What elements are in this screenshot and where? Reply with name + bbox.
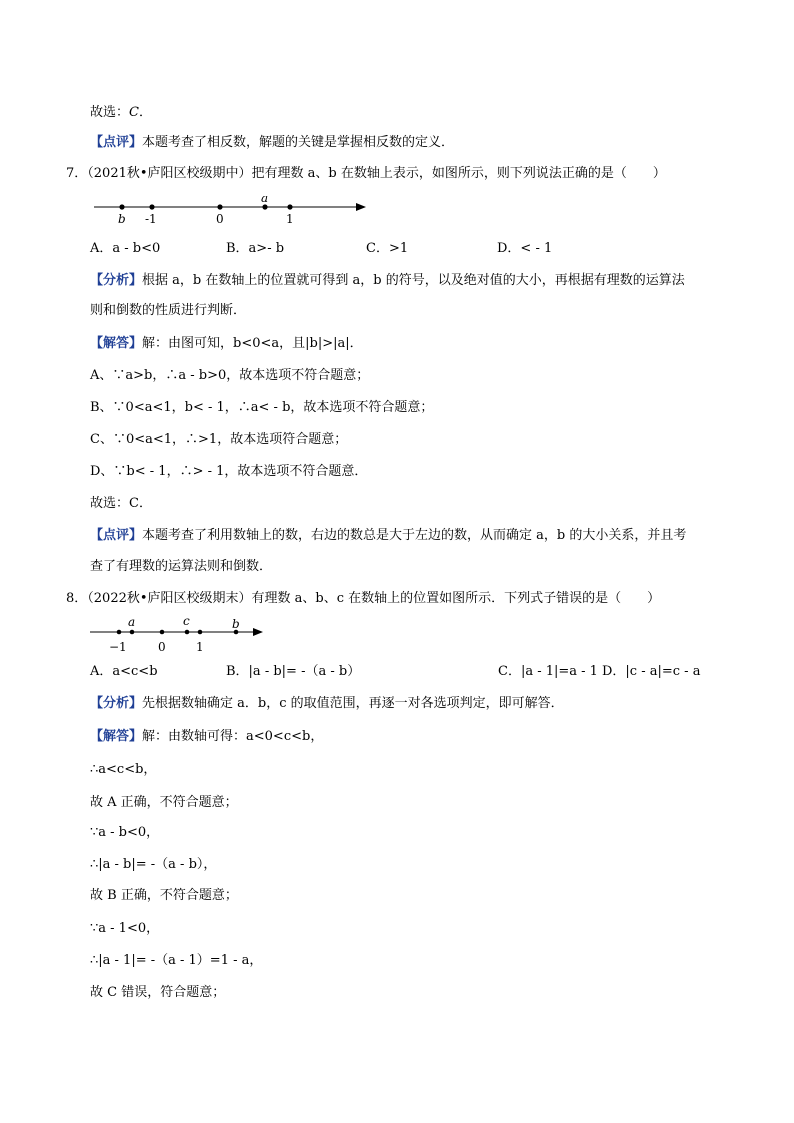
q7-point-b — [119, 204, 124, 209]
q8-solution-text: 解：由数轴可得：a<0<c<b， — [142, 729, 324, 744]
q7-axis-arrow — [356, 203, 366, 211]
answer-prefix: 故选： — [90, 105, 130, 120]
comment-line — [90, 135, 454, 151]
q8-step-4: ∴|a - b|= -（a - b）， — [90, 857, 217, 872]
q7-option-a[interactable]: A．a - b<0 — [90, 241, 161, 256]
q8-label-b: b — [232, 617, 240, 631]
q8-point-one — [198, 630, 203, 635]
q8-solution-tag: 【解答】 — [90, 729, 143, 744]
q7-comment-tag: 【点评】 — [90, 528, 143, 543]
q7-point-m1 — [149, 204, 154, 209]
q8-point-c — [185, 630, 190, 635]
q7-title: 7．（2021秋•庐阳区校级期中）把有理数 a、b 在数轴上表示，如图所示，则下列说法正确的是（ ） — [66, 166, 666, 181]
q7-analysis-line-1 — [90, 273, 685, 289]
q8-step-8: 故 C 错误，符合题意； — [90, 985, 226, 1000]
q7-reason-c: C、∵0<a<1，∴>1，故本选项符合题意； — [90, 432, 348, 447]
answer-letter: C — [129, 105, 139, 120]
q8-step-3: ∵a - b<0， — [90, 825, 160, 840]
q8-label-one: 1 — [196, 640, 204, 654]
q7-label-a: a — [261, 196, 269, 205]
q8-axis-arrow — [253, 628, 263, 636]
q7-comment-line-2: 查了有理数的运算法则和倒数． — [90, 559, 273, 574]
q7-point-zero — [217, 204, 222, 209]
q8-point-zero — [160, 630, 165, 635]
q7-reason-d: D、∵b< - 1，∴> - 1，故本选项不符合题意． — [90, 464, 368, 479]
q7-point-a — [262, 204, 267, 209]
q7-analysis-tag: 【分析】 — [90, 273, 143, 288]
q8-label-c: c — [183, 614, 190, 628]
q7-label-b: b — [118, 212, 126, 226]
q7-label-zero: 0 — [216, 212, 224, 226]
q8-title: 8．（2022秋•庐阳区校级期末）有理数 a、b、c 在数轴上的位置如图所示．下列式子错误的是（ ） — [66, 591, 661, 606]
q8-step-2: 故 A 正确，不符合题意； — [90, 795, 238, 810]
answer-line — [90, 105, 152, 121]
q7-number-line — [92, 196, 382, 228]
q8-step-6: ∵a - 1<0， — [90, 921, 160, 936]
q8-label-zero: 0 — [158, 640, 166, 654]
q8-analysis-tag: 【分析】 — [90, 696, 143, 711]
q8-point-m1 — [117, 630, 122, 635]
q7-label-one: 1 — [286, 212, 294, 226]
q8-label-m1: −1 — [109, 640, 127, 654]
answer-period: ． — [138, 105, 152, 120]
comment-text: 本题考查了相反数，解题的关键是掌握相反数的定义． — [142, 135, 455, 150]
q7-comment-line-1 — [90, 528, 686, 544]
q8-analysis-line — [90, 696, 564, 712]
q8-step-5: 故 B 正确，不符合题意； — [90, 888, 238, 903]
q8-label-a: a — [128, 615, 136, 629]
comment-tag: 【点评】 — [90, 135, 143, 150]
q7-solution-line — [90, 336, 363, 352]
q8-number-line — [88, 613, 278, 655]
q8-step-1: ∴a<c<b， — [90, 762, 157, 777]
q7-solution-tag: 【解答】 — [90, 336, 143, 351]
q8-option-a[interactable]: A．a<c<b — [90, 664, 158, 679]
q8-option-d[interactable]: D．|c - a|=c - a — [602, 664, 701, 679]
q7-analysis-text-1: 根据 a，b 在数轴上的位置就可得到 a，b 的符号，以及绝对值的大小，再根据有理数的运算法 — [142, 273, 685, 288]
q7-label-m1: -1 — [145, 212, 157, 226]
q7-analysis-line-2: 则和倒数的性质进行判断． — [90, 303, 247, 318]
q7-reason-b: B、∵0<a<1，b< - 1，∴a< - b，故本选项不符合题意； — [90, 400, 434, 415]
q7-option-d[interactable]: D．< - 1 — [497, 241, 553, 256]
q8-analysis-text: 先根据数轴确定 a．b，c 的取值范围，再逐一对各选项判定，即可解答． — [142, 696, 564, 711]
q7-option-c[interactable]: C．>1 — [366, 241, 409, 256]
q7-solution-text: 解：由图可知，b<0<a，且|b|>|a|． — [142, 336, 363, 351]
q8-solution-line — [90, 729, 323, 745]
q7-comment-text-1: 本题考查了利用数轴上的数，右边的数总是大于左边的数，从而确定 a，b 的大小关系，并且考 — [142, 528, 687, 543]
q8-step-7: ∴|a - 1|= -（a - 1）=1 - a， — [90, 953, 263, 968]
q8-option-c[interactable]: C．|a - 1|=a - 1 — [498, 664, 598, 679]
q7-reason-a: A、∵a>b，∴a - b>0，故本选项不符合题意； — [90, 368, 370, 383]
q7-option-b[interactable]: B．a>- b — [226, 241, 285, 256]
q8-option-b[interactable]: B．|a - b|= -（a - b） — [226, 664, 361, 679]
q7-choose: 故选：C． — [90, 496, 152, 511]
q7-point-one — [287, 204, 292, 209]
q8-point-a — [130, 630, 135, 635]
